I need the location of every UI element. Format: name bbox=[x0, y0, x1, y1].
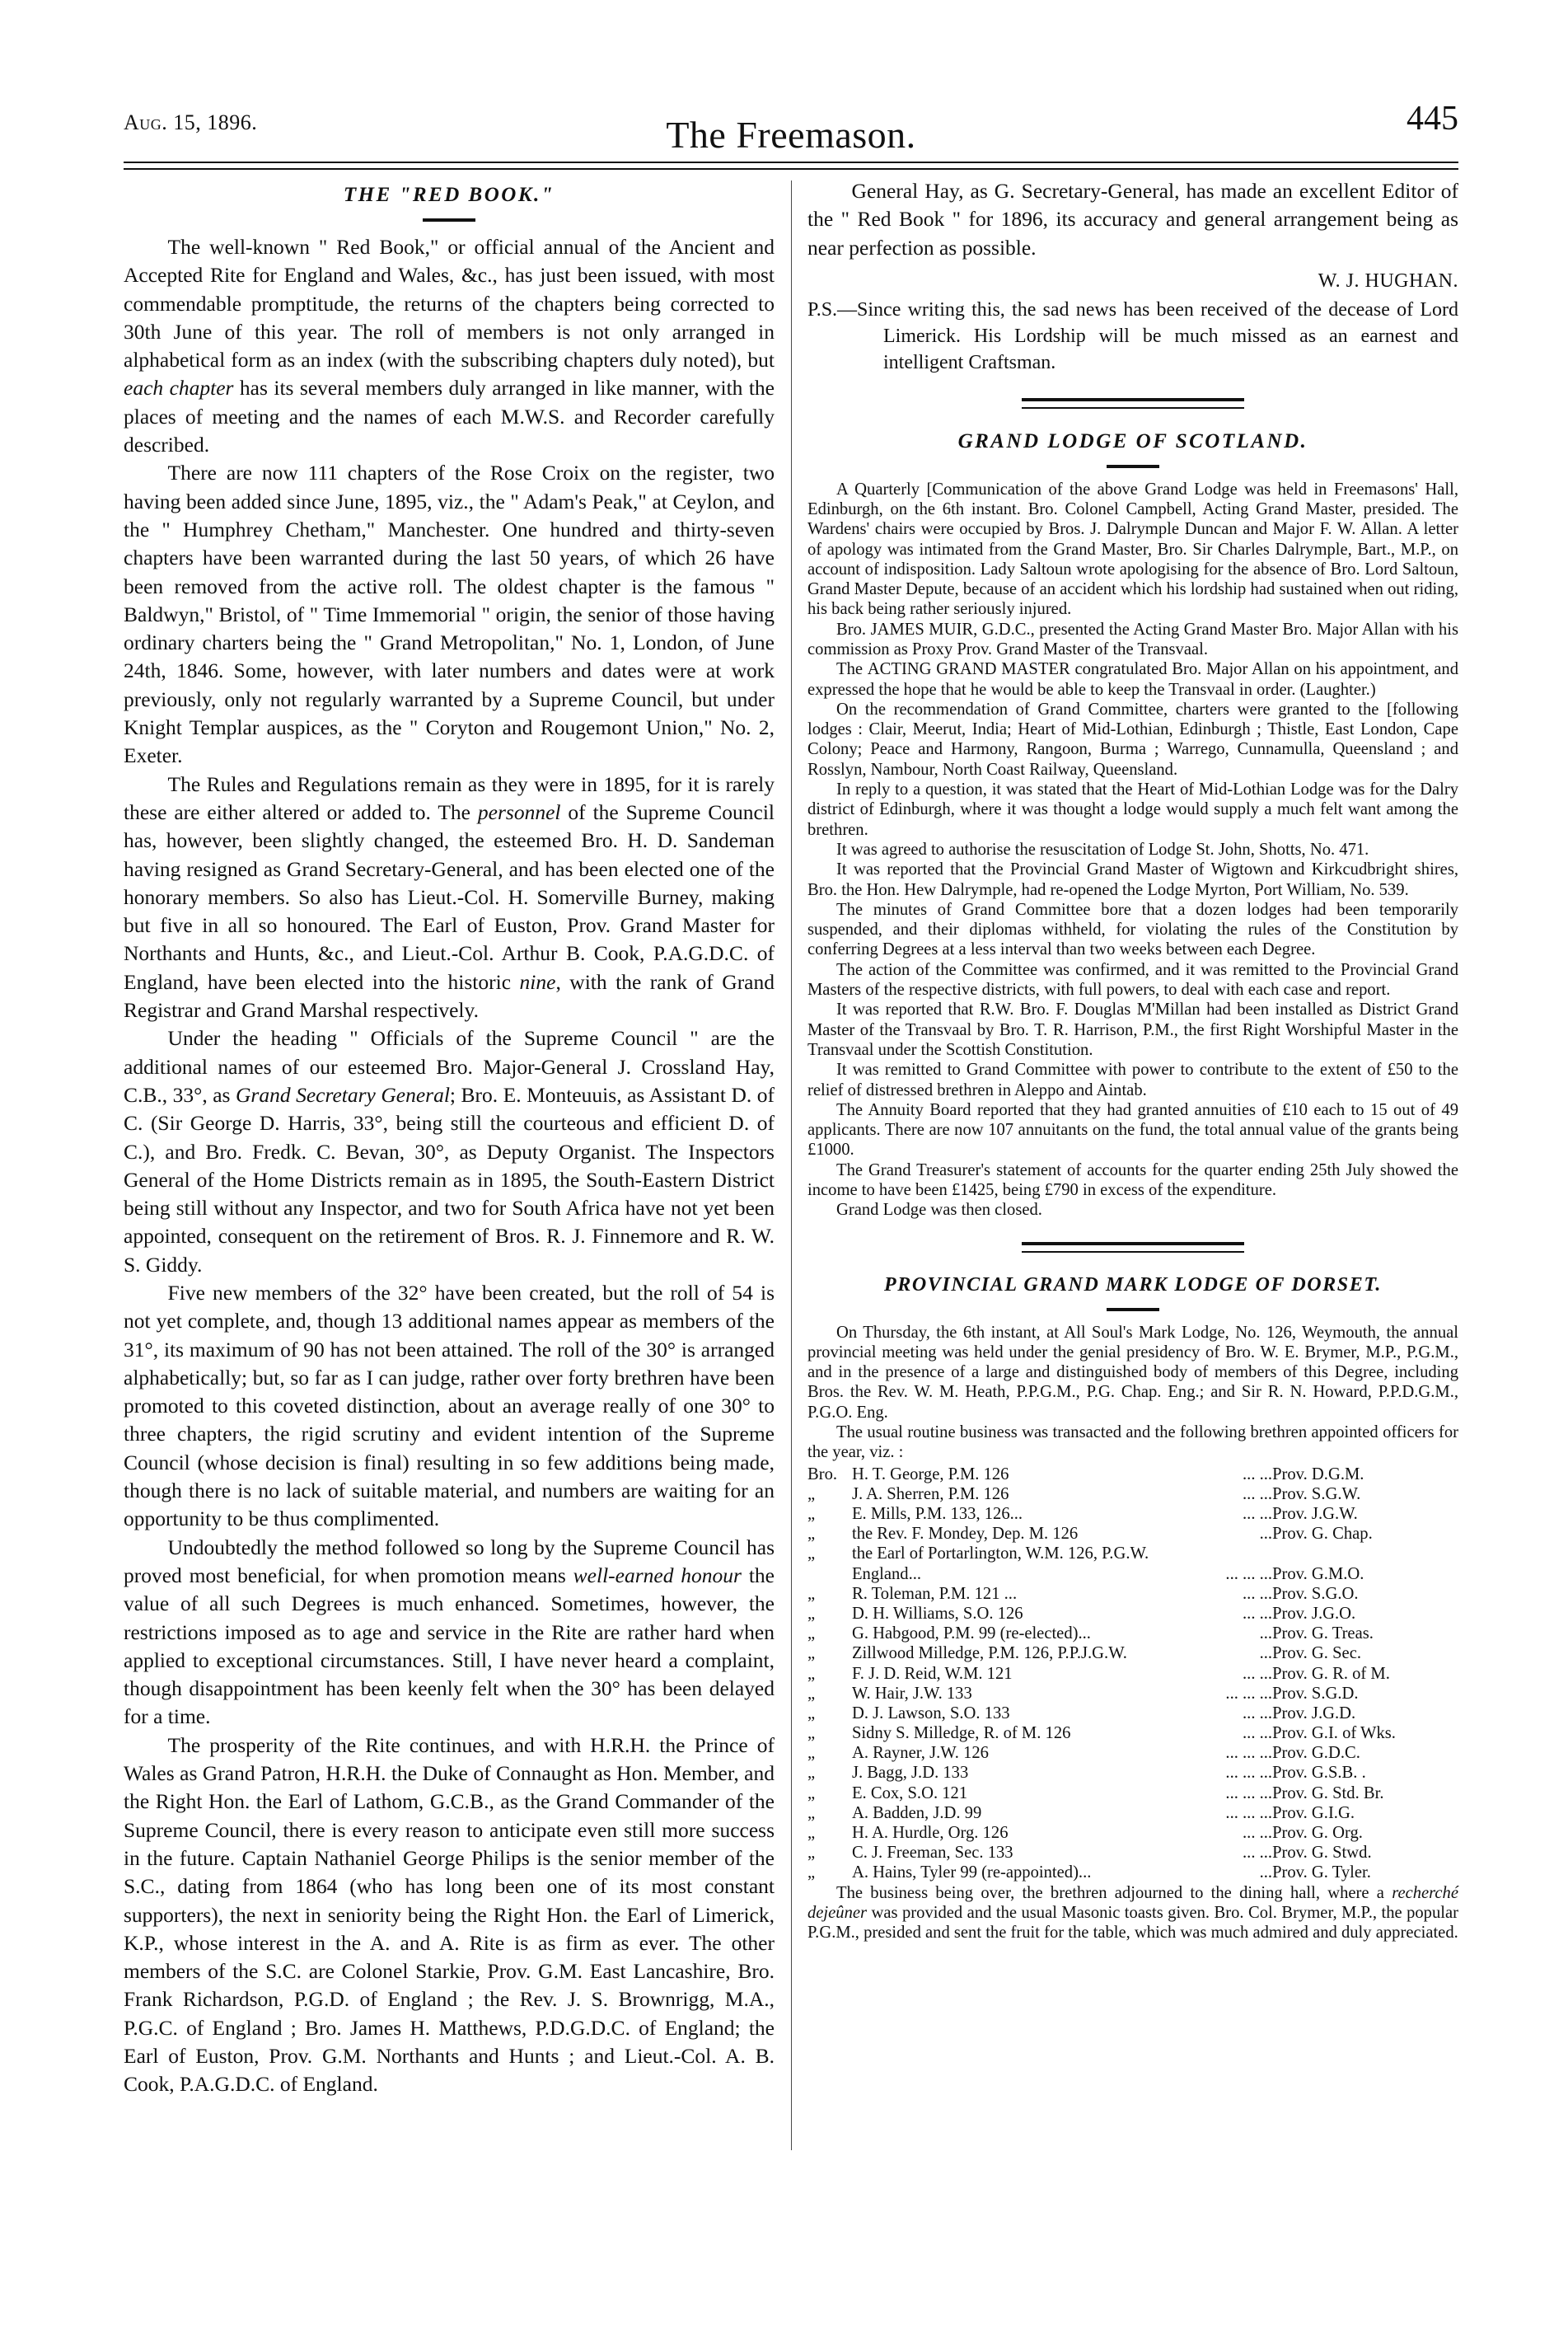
paragraph: The prosperity of the Rite continues, and with H.R.H. the Prince of Wales as Grand Patron, H.R.H. the Duke of Connaught as Hon. Member, and the Right Hon. the Earl of Lathom, G.C.B., as the Grand Commander of the Supreme Council, there is every reason to anticipate even still more success in the future. Captain Nathaniel George Philips is the senior member of the S.C., dating from 1864 (who has long been one of its most constant supporters), the next in seniority being the Right Hon. the Earl of Limerick, K.P., whose interest in the A. and A. Rite is as firm as ever. The other members of the S.C. are Colonel Starkie, Prov. G.M. East Lancashire, Bro. Frank Richardson, P.G.D. of England ; the Rev. J. S. Brownrigg, M.A., P.G.C. of England ; Bro. James H. Matthews, P.D.G.D.C. of England; the Earl of Euston, Prov. G.M. Northants and Hunts ; and Lieut.-Col. A. B. Cook, P.A.G.D.C. of England. bbox=[124, 1732, 775, 2097]
officer-name-continued: England... bbox=[851, 1564, 922, 1583]
officer-office: Prov. G. Std. Br. bbox=[1272, 1783, 1384, 1802]
officer-leader-dots: ... ... bbox=[1243, 1824, 1273, 1843]
heading-dash bbox=[1107, 1308, 1159, 1311]
officer-prefix: „ bbox=[807, 1604, 816, 1623]
officer-office: Prov. G. Chap. bbox=[1272, 1525, 1373, 1544]
paragraph: It was remitted to Grand Committee with power to contribute to the extent of £50 to the relief of distressed brethren in Aleppo and Aintab. bbox=[807, 1061, 1458, 1099]
officer-prefix: „ bbox=[807, 1505, 816, 1524]
officer-row bbox=[807, 1704, 1458, 1723]
officer-name: Zillwood Milledge, P.M. 126, P.P.J.G.W. bbox=[851, 1644, 1127, 1663]
postscript: P.S.—Since writing this, the sad news has been received of the decease of Lord Limerick. His Lordship will be much missed as an earnest and intelligent Craftsman. bbox=[807, 298, 1458, 373]
officer-leader-dots: ... ... bbox=[1243, 1704, 1273, 1722]
officer-office bbox=[1272, 1544, 1458, 1563]
officer-prefix: „ bbox=[807, 1803, 816, 1822]
officer-leader-dots: ... ... bbox=[1243, 1724, 1273, 1743]
section-rule bbox=[1022, 398, 1244, 409]
officer-name: C. J. Freeman, Sec. 133 bbox=[851, 1844, 1013, 1863]
paragraph: Grand Lodge was then closed. bbox=[836, 1201, 1042, 1220]
paragraph: General Hay, as G. Secretary-General, has made an excellent Editor of the " Red Book " for 1896, its accuracy and general arrangement being as near perfection as possible. bbox=[807, 179, 1458, 260]
officer-prefix: „ bbox=[807, 1644, 816, 1663]
officer-office: Prov. S.G.D. bbox=[1272, 1684, 1359, 1703]
heading-dash bbox=[423, 218, 475, 222]
paragraph: Undoubtedly the method followed so long by the Supreme Council has proved most beneficial, for when promotion means well-earned honour the value of all such Degrees is much enhanced. Sometimes, however, the restrictions imposed as to age and service in the Rite are rather hard when applied to exceptional circumstances. Still, I have never heard a complaint, though disappointment has been keenly felt when the 30° has been delayed for a time. bbox=[124, 1535, 775, 1729]
officer-prefix: Bro. bbox=[807, 1465, 838, 1483]
officer-prefix: „ bbox=[807, 1624, 816, 1643]
column-divider bbox=[775, 177, 807, 2299]
paragraph: The business being over, the brethren adjourned to the dining hall, where a recherché dejeûner was provided and the usual Masonic toasts given. Bro. Col. Brymer, M.P., the popular P.G.M., presided and sent the fruit for the table, which was much admired and duly appreciated. bbox=[807, 1883, 1458, 1943]
officer-leader-dots: ... ... ... bbox=[1225, 1744, 1273, 1763]
heading-dash bbox=[1107, 465, 1159, 468]
officer-name: F. J. D. Reid, W.M. 121 bbox=[851, 1664, 1013, 1683]
officer-name: the Earl of Portarlington, W.M. 126, P.G.W. bbox=[851, 1544, 1149, 1563]
officer-leader-dots: ... ... ... bbox=[1225, 1564, 1273, 1583]
officer-office: Prov. G. Sec. bbox=[1272, 1644, 1361, 1663]
officer-office: Prov. G. R. of M. bbox=[1272, 1664, 1390, 1683]
masthead bbox=[124, 99, 1458, 157]
officer-prefix: „ bbox=[807, 1844, 816, 1863]
officer-prefix: „ bbox=[807, 1744, 816, 1763]
officer-row bbox=[807, 1823, 1458, 1843]
officer-row bbox=[807, 1524, 1458, 1544]
officer-leader-dots: ... ... ... bbox=[1225, 1684, 1273, 1703]
officer-leader-dots: ... bbox=[1259, 1863, 1273, 1882]
officer-leader-dots: ... bbox=[1259, 1624, 1273, 1643]
officer-office: Prov. J.G.O. bbox=[1272, 1604, 1356, 1623]
paragraph: The Rules and Regulations remain as they were in 1895, for it is rarely these are either altered or added to. The personnel of the Supreme Council has, however, been slightly changed, the esteemed Bro. H. D. Sandeman having resigned as Grand Secretary-General, and has been elected one of the honorary members. So also has Lieut.-Col. H. Somerville Burney, making but five in all so honoured. The Earl of Euston, Prov. Grand Master for Northants and Hunts, &c., and Lieut.-Col. Arthur B. Cook, P.A.G.D.C. of England, have been elected into the historic nine, with the rank of Grand Registrar and Grand Marshal respectively. bbox=[124, 771, 775, 1023]
officer-leader-dots: ... ... bbox=[1243, 1844, 1273, 1863]
officer-leader-dots: ... ... ... bbox=[1225, 1783, 1273, 1802]
officer-name: the Rev. F. Mondey, Dep. M. 126 bbox=[851, 1525, 1079, 1544]
officer-office: Prov. G.D.C. bbox=[1272, 1744, 1360, 1763]
officer-leader-dots: ... ... bbox=[1243, 1484, 1273, 1503]
officer-row bbox=[807, 1803, 1458, 1823]
officer-name: D. J. Lawson, S.O. 133 bbox=[851, 1704, 1010, 1722]
officer-row bbox=[807, 1783, 1458, 1803]
officer-row bbox=[807, 1843, 1458, 1863]
officer-prefix: „ bbox=[807, 1764, 816, 1783]
officer-leader-dots: ... ... ... bbox=[1225, 1803, 1273, 1822]
officer-leader-dots: ... bbox=[1259, 1525, 1273, 1544]
officer-row bbox=[807, 1743, 1458, 1763]
officer-office: Prov. G. Stwd. bbox=[1272, 1844, 1372, 1863]
officer-row bbox=[807, 1504, 1458, 1524]
officer-office: Prov. G.S.B. . bbox=[1272, 1764, 1366, 1783]
officer-prefix-blank bbox=[807, 1564, 852, 1584]
paragraph: The well-known " Red Book," or official annual of the Ancient and Accepted Rite for England and Wales, &c., has just been issued, with most commendable promptitude, the returns of the chapters being corrected to 30th June of this year. The roll of members is not only arranged in alphabetical form as an index (with the subscribing chapters duly noted), but each chapter has its several members duly arranged in like manner, with the places of meeting and the names of each M.W.S. and Recorder carefully described. bbox=[124, 235, 775, 457]
paragraph: Under the heading " Officials of the Supreme Council " are the additional names of our esteemed Bro. Major-General J. Crossland Hay, C.B., 33°, as Grand Secretary General; Bro. E. Monteuuis, as Assistant D. of C. (Sir George D. Harris, 33°, being still the courteous and efficient D. of C.), and Bro. Fredk. C. Bevan, 30°, as Deputy Organist. The Inspectors General of the Home Districts remain as in 1895, the South-Eastern District being still without any Inspector, and two for South Africa have not yet been appointed, consequent on the retirement of Bros. R. J. Finnemore and R. W. S. Giddy. bbox=[124, 1026, 775, 1277]
paragraph: On Thursday, the 6th instant, at All Soul's Mark Lodge, No. 126, Weymouth, the annual provincial meeting was held under the genial presidency of Bro. W. E. Brymer, M.P., P.G.M., and in the presence of a large and distinguished body of members of this Degree, including Bros. the Rev. W. M. Heath, P.P.G.M., P.G. Chap. Eng.; and Sir R. N. Howard, P.P.D.G.M., P.G.O. Eng. bbox=[807, 1323, 1458, 1422]
officer-row bbox=[807, 1763, 1458, 1783]
officer-row bbox=[807, 1723, 1458, 1743]
paragraph: The minutes of Grand Committee bore that a dozen lodges had been temporarily suspended, and their diplomas withheld, for violating the rules of the Constitution by conferring Degrees at a less interval than two weeks between each Degree. bbox=[807, 900, 1458, 959]
section-heading-dorset: PROVINCIAL GRAND MARK LODGE OF DORSET. bbox=[883, 1273, 1383, 1296]
officer-leader-dots: ... ... bbox=[1243, 1584, 1273, 1603]
paragraph: Bro. JAMES MUIR, G.D.C., presented the Acting Grand Master Bro. Major Allan with his commission as Proxy Prov. Grand Master of the Transvaal. bbox=[807, 620, 1459, 658]
officer-name: A. Badden, J.D. 99 bbox=[851, 1803, 982, 1822]
officer-leader-dots: ... bbox=[1259, 1644, 1273, 1663]
officer-office: Prov. G.I. of Wks. bbox=[1272, 1724, 1396, 1743]
officer-row bbox=[807, 1624, 1458, 1643]
officer-row-continuation bbox=[807, 1564, 1458, 1584]
officer-name: A. Rayner, J.W. 126 bbox=[851, 1744, 989, 1763]
masthead-rule bbox=[124, 162, 1458, 170]
officer-name: G. Habgood, P.M. 99 (re-elected)... bbox=[851, 1624, 1091, 1643]
publication-title: The Freemason. bbox=[666, 114, 916, 156]
officer-row bbox=[807, 1584, 1458, 1604]
officer-prefix: „ bbox=[807, 1824, 816, 1843]
officer-leader-dots bbox=[1149, 1544, 1272, 1563]
paragraph: It was reported that R.W. Bro. F. Douglas M'Millan had been installed as District Grand Master of the Transvaal by Bro. T. R. Harrison, P.M., the first Right Worshipful Master in the Transvaal under the Scottish Constitution. bbox=[807, 1001, 1458, 1059]
officer-prefix: „ bbox=[807, 1724, 816, 1743]
left-column bbox=[124, 177, 775, 2299]
paragraph: The Grand Treasurer's statement of accounts for the quarter ending 25th July showed the income to have been £1425, being £790 in excess of the expenditure. bbox=[807, 1160, 1458, 1199]
officer-leader-dots: ... ... bbox=[1243, 1664, 1273, 1683]
officer-office: Prov. G. Tyler. bbox=[1272, 1863, 1371, 1882]
officer-leader-dots: ... ... bbox=[1243, 1505, 1273, 1524]
officer-name: D. H. Williams, S.O. 126 bbox=[851, 1604, 1023, 1623]
paragraph: It was agreed to authorise the resuscitation of Lodge St. John, Shotts, No. 471. bbox=[836, 840, 1369, 859]
officer-prefix: „ bbox=[807, 1704, 816, 1722]
officer-name: E. Mills, P.M. 133, 126... bbox=[851, 1505, 1023, 1524]
officer-name: H. A. Hurdle, Org. 126 bbox=[851, 1824, 1009, 1843]
officer-office: Prov. G. Treas. bbox=[1272, 1624, 1374, 1643]
officer-row bbox=[807, 1684, 1458, 1704]
officer-prefix: „ bbox=[807, 1584, 816, 1603]
paragraph: It was reported that the Provincial Grand Master of Wigtown and Kirkcudbright shires, Bro. the Hon. Hew Dalrymple, had re-opened the Lodge Myrton, Port William, No. 539. bbox=[807, 860, 1458, 899]
issue-date: Aug. 15, 1896. bbox=[124, 110, 258, 134]
paragraph: On the recommendation of Grand Committee, charters were granted to the [following lodges : Clair, Meerut, India; Heart of Mid-Lothian, Edinburgh ; Thistle, East London, Cape Colony; Peace and Harmony, Rangoon, Burma ; Warrego, Cunnamulla, Queensland ; and Rosslyn, Nambour, North Coast Railway, Queensland. bbox=[807, 700, 1458, 779]
paragraph: In reply to a question, it was stated that the Heart of Mid-Lothian Lodge was for the Dalry district of Edinburgh, where it was thought a lodge would supply a much felt want among the brethren. bbox=[807, 780, 1458, 839]
paragraph: The action of the Committee was confirmed, and it was remitted to the Provincial Grand Masters of the respective districts, with full powers, to deal with each case and report. bbox=[807, 960, 1458, 1000]
officer-row bbox=[807, 1544, 1458, 1563]
officer-name: E. Cox, S.O. 121 bbox=[851, 1783, 968, 1802]
officer-row bbox=[807, 1863, 1458, 1882]
article-signature: W. J. HUGHAN. bbox=[1318, 269, 1458, 292]
officer-row bbox=[807, 1604, 1458, 1624]
officer-name: Sidny S. Milledge, R. of M. 126 bbox=[851, 1724, 1071, 1743]
officer-prefix: „ bbox=[807, 1525, 816, 1544]
officer-row bbox=[807, 1643, 1458, 1663]
paragraph: The ACTING GRAND MASTER congratulated Bro. Major Allan on his appointment, and expressed the hope that he would be able to keep the Transvaal in order. (Laughter.) bbox=[807, 660, 1459, 699]
section-heading-scotland: GRAND LODGE OF SCOTLAND. bbox=[957, 429, 1308, 452]
right-column bbox=[807, 177, 1458, 2299]
officer-office: Prov. G.I.G. bbox=[1272, 1803, 1355, 1822]
section-rule bbox=[1022, 1242, 1244, 1253]
paragraph: A Quarterly [Communication of the above Grand Lodge was held in Freemasons' Hall, Edinburgh, on the 6th instant. Bro. Colonel Campbell, Acting Grand Master, presided. The Wardens' chairs were occupied by Bros. J. Dalrymple Duncan and Major F. W. Allan. A letter of apology was intimated from the Grand Master, Bro. Sir Charles Dalrymple, Bart., M.P., on account of indisposition. Lady Saltoun wrote apologising for the absence of Bro. Lord Saltoun, Grand Master Depute, because of an accident which his lordship had sustained when out riding, his back being rather seriously injured. bbox=[807, 480, 1458, 619]
officer-row bbox=[807, 1484, 1458, 1504]
officer-name: H. T. George, P.M. 126 bbox=[851, 1465, 1009, 1483]
officers-table bbox=[807, 1465, 1458, 1883]
page-number: 445 bbox=[1407, 100, 1458, 138]
officer-name: A. Hains, Tyler 99 (re-appointed)... bbox=[851, 1863, 1092, 1882]
officer-prefix: „ bbox=[807, 1484, 816, 1503]
officer-row bbox=[807, 1465, 1458, 1484]
officer-leader-dots: ... ... ... bbox=[1225, 1764, 1273, 1783]
officer-office: Prov. J.G.D. bbox=[1272, 1704, 1356, 1722]
officer-prefix: „ bbox=[807, 1664, 816, 1683]
officer-office: Prov. D.G.M. bbox=[1272, 1465, 1364, 1483]
officer-prefix: „ bbox=[807, 1783, 816, 1802]
article-heading-red-book: THE "RED BOOK." bbox=[343, 184, 555, 206]
officer-office: Prov. G.M.O. bbox=[1272, 1564, 1364, 1583]
officer-office: Prov. S.G.W. bbox=[1272, 1484, 1361, 1503]
officer-row bbox=[807, 1664, 1458, 1684]
officer-leader-dots: ... ... bbox=[1243, 1465, 1273, 1483]
paragraph: Five new members of the 32° have been created, but the roll of 54 is not yet complete, and, though 13 additional names appear as members of the 31°, its maximum of 90 has not been attained. The roll of the 30° is arranged alphabetically; but, so far as I can judge, rather over forty brethren have been promoted to this coveted distinction, about an average really of one 30° to three chapters, the rigid scrutiny and evident intention of the Supreme Council (whose decision is final) resulting in so few additions being made, though there is no lack of suitable material, and numbers are waiting for an opportunity to be thus complimented. bbox=[124, 1280, 775, 1531]
officer-office: Prov. S.G.O. bbox=[1272, 1584, 1359, 1603]
officer-name: R. Toleman, P.M. 121 ... bbox=[851, 1584, 1018, 1603]
officer-name: J. Bagg, J.D. 133 bbox=[851, 1764, 969, 1783]
paragraph: The usual routine business was transacted and the following brethren appointed officers for the year, viz. : bbox=[807, 1423, 1458, 1462]
officer-prefix: „ bbox=[807, 1863, 816, 1882]
officer-name: J. A. Sherren, P.M. 126 bbox=[851, 1484, 1009, 1503]
officer-office: Prov. G. Org. bbox=[1272, 1824, 1363, 1843]
paragraph: The Annuity Board reported that they had granted annuities of £10 each to 15 out of 49 applicants. There are now 107 annuitants on the fund, the total annual value of the grants being £1000. bbox=[807, 1100, 1458, 1160]
officer-name: W. Hair, J.W. 133 bbox=[851, 1684, 972, 1703]
officer-prefix: „ bbox=[807, 1544, 816, 1563]
officer-leader-dots: ... ... bbox=[1243, 1604, 1273, 1623]
officer-office: Prov. J.G.W. bbox=[1272, 1505, 1358, 1524]
paragraph: There are now 111 chapters of the Rose Croix on the register, two having been added since June, 1895, viz., the " Adam's Peak," at Ceylon, and the " Humphrey Chetham," Manchester. One hundred and thirty-seven chapters have been warranted during the last 50 years, of which 26 have been removed from the active roll. The oldest chapter is the famous " Baldwyn," Bristol, of " Time Immemorial " origin, the senior of those having ordinary charters being the " Grand Metropolitan," No. 1, London, of June 24th, 1846. Some, however, with later numbers and dates were at work previously, only not regularly warranted by a Supreme Council, but under Knight Templar auspices, as the " Coryton and Rougemont Union," No. 2, Exeter. bbox=[124, 461, 775, 768]
column-layout bbox=[124, 177, 1458, 2299]
officer-prefix: „ bbox=[807, 1684, 816, 1703]
